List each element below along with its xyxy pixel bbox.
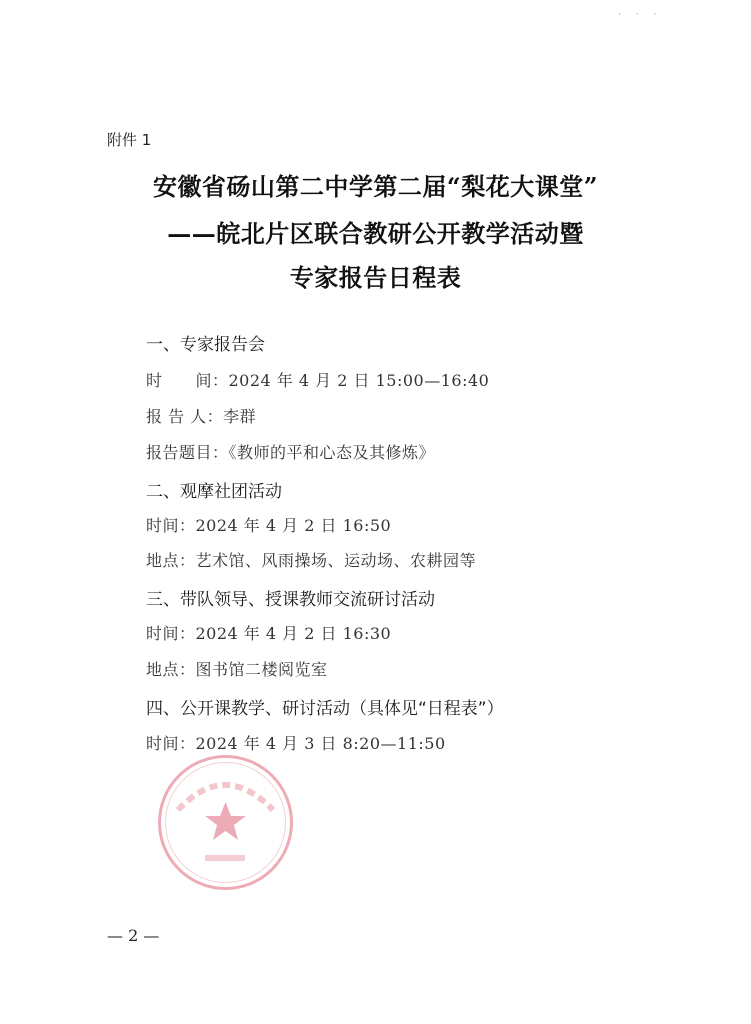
section-3-time: 时间：2024 年 4 月 2 日 16:30 — [146, 624, 392, 643]
title-line-3: 专家报告日程表 — [289, 263, 462, 292]
scan-marks: · · · — [618, 10, 663, 20]
official-seal-stamp — [153, 750, 298, 895]
section-4-time: 时间：2024 年 4 月 3 日 8:20—11:50 — [146, 734, 446, 753]
section-3-heading: 三、带队领导、授课教师交流研讨活动 — [146, 590, 435, 610]
attachment-label: 附件 1 — [107, 131, 152, 149]
section-4-heading: 四、公开课教学、研讨活动（具体见“日程表”） — [146, 699, 504, 719]
section-2-location: 地点：艺术馆、风雨操场、运动场、农耕园等 — [146, 551, 477, 570]
page-number: — 2 — — [107, 926, 160, 945]
section-1-heading: 一、专家报告会 — [146, 335, 265, 355]
section-1-time: 时 间：2024 年 4 月 2 日 15:00—16:40 — [146, 371, 490, 390]
section-1-topic: 报告题目：《教师的平和心态及其修炼》 — [146, 443, 436, 462]
title-line-1: 安徽省砀山第二中学第二届“梨花大课堂” — [152, 172, 599, 201]
title-line-2: ——皖北片区联合教研公开教学活动暨 — [167, 219, 584, 248]
section-3-location: 地点：图书馆二楼阅览室 — [146, 660, 328, 679]
section-2-heading: 二、观摩社团活动 — [146, 482, 282, 502]
section-2-time: 时间：2024 年 4 月 2 日 16:50 — [146, 516, 392, 535]
section-1-speaker: 报 告 人：李群 — [146, 407, 257, 426]
